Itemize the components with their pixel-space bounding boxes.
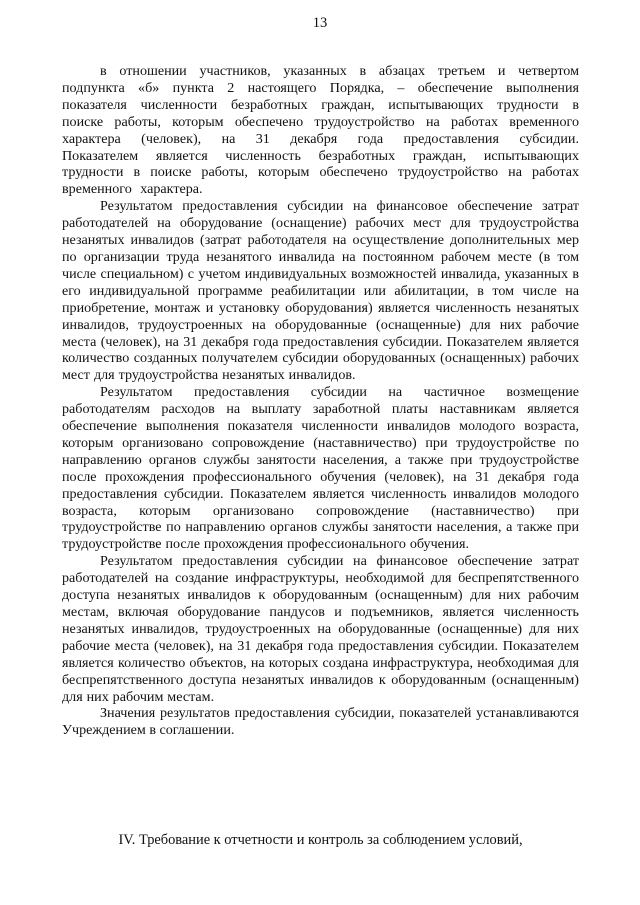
paragraph-infrastructure-result: Результатом предоставления субсидии на финансовое обеспечение затрат работодателей на создание инфраструктуры, необходимой для беспрепятственного доступа незанятых инвалидов к оборудованным (оснащенным) для них рабочим местам, включая оборудование пандусов и подъемников, является численность незанятых инвалидов, трудоустроенных на оборудованные (оснащенные) для них рабочие места (человек), на 31 декабря года предоставления субсидии. Показателем является количество объектов, на которых создана инфраструктура, необходимая для беспрепятственного доступа незанятых инвалидов к оборудованным (оснащенным) для них рабочим местам. (62, 553, 579, 705)
paragraph-equipment-result: Результатом предоставления субсидии на финансовое обеспечение затрат работодателей на оборудование (оснащение) рабочих мест для трудоустройства незанятых инвалидов (затрат работодателя на осуществление дополнительных мер по организации труда незанятого инвалида на постоянном рабочем месте (в том числе специальном) с учетом индивидуальных возможностей инвалида, указанных в его индивидуальной программе реабилитации или абилитации, в том числе на приобретение, монтаж и установку оборудования) является численность незанятых инвалидов, трудоустроенных на оборудованные (оснащенные) для них рабочие места (человек), на 31 декабря года предоставления субсидии. Показателем является количество созданных получателем субсидии оборудованных (оснащенных) рабочих мест для трудоустройства незанятых инвалидов. (62, 198, 579, 384)
paragraph-mentoring-result: Результатом предоставления субсидии на частичное возмещение работодателям расходов на выплату заработной платы наставникам является обеспечение выполнения показателя численности инвалидов молодого возраста, которым организовано сопровождение (наставничество) при трудоустройстве по направлению органов службы занятости населения, а также при трудоустройстве после прохождения профессионального обучения (человек), на 31 декабря года предоставления субсидии. Показателем является численность инвалидов молодого возраста, которым организовано сопровождение (наставничество) при трудоустройстве по направлению органов службы занятости населения, а также при трудоустройстве после прохождения профессионального обучения. (62, 384, 579, 553)
page-number: 13 (312, 15, 328, 31)
paragraph-values-in-agreement: Значения результатов предоставления субсидии, показателей устанавливаются Учреждением в соглашении. (62, 705, 579, 739)
document-body (62, 63, 579, 739)
section-heading: IV. Требование к отчетности и контроль за соблюдением условий, (118, 832, 523, 848)
paragraph-continuation: в отношении участников, указанных в абзацах третьем и четвертом подпункта «б» пункта 2 настоящего Порядка, – обеспечение выполнения показателя численности безработных граждан, испытывающих трудности в поиске работы, которым обеспечено трудоустройство на работах временного характера (человек), на 31 декабря года предоставления субсидии. Показателем является численность безработных граждан, испытывающих трудности в поиске работы, которым обеспечено трудоустройство на работах временного характера. (62, 63, 579, 198)
